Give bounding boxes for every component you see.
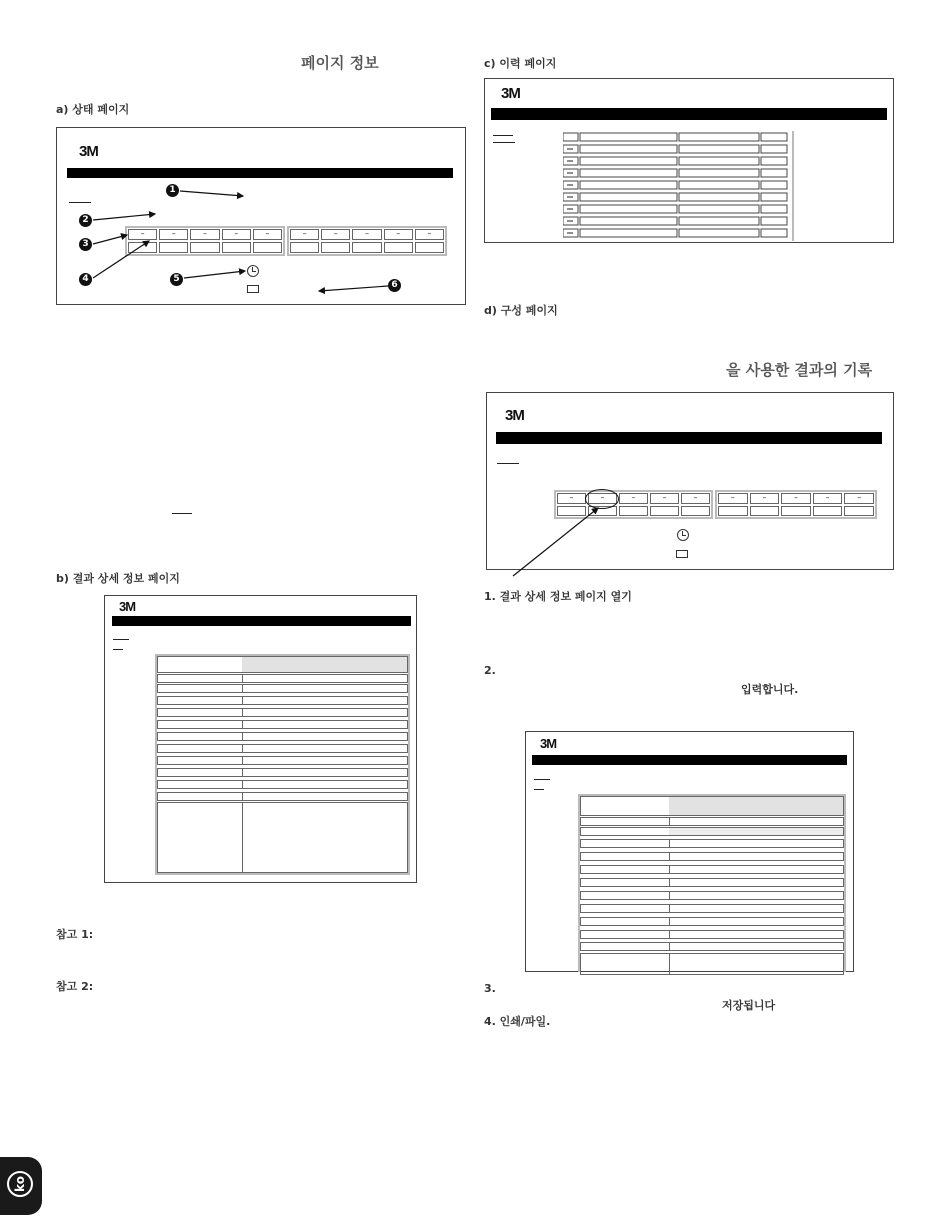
table-row [580,827,844,836]
grid-cell: – [159,229,188,240]
table-row [580,839,844,848]
callout-1: 1 [166,184,179,197]
brand-logo: 3M [540,736,557,751]
grid-cell: – [384,229,413,240]
grid-cell: – [415,229,444,240]
table-row [157,792,408,801]
underline-mark [493,142,515,143]
grid-cell: – [253,229,282,240]
grid-cell: – [352,229,381,240]
config-page-label: d) 구성 페이지 [484,304,558,317]
grid-cell: – [128,229,157,240]
grid-cell: – [190,229,219,240]
step-2-number: 2. [484,664,496,677]
underline-mark [172,513,192,514]
callout-3: 3 [79,238,92,251]
table-row [157,732,408,741]
callout-5: 5 [170,273,183,286]
grid-cell: – [750,493,780,504]
history-page-figure [484,78,894,243]
table-row [580,917,844,926]
table-row [580,817,844,826]
grid-cell [750,506,780,517]
status-page-figure [56,127,466,305]
table-row [580,904,844,913]
language-badge: ko [7,1171,33,1197]
grid-cell: – [557,493,586,504]
detail-table [155,654,410,875]
grid-cell [681,506,710,517]
note-1: 참고 1: [56,928,94,941]
grid-cell [781,506,811,517]
grid-cell: – [844,493,874,504]
table-row [580,878,844,887]
table-row [580,891,844,900]
grid-cell: – [681,493,710,504]
underline-mark [493,135,513,136]
grid-cell: – [813,493,843,504]
brand-logo: 3M [505,407,524,424]
underline-mark [534,789,544,790]
grid-cell: – [321,229,350,240]
title-bar [112,616,411,626]
underline-mark [534,779,550,780]
title-bar [491,108,887,120]
detail-page-label: b) 결과 상세 정보 페이지 [56,572,180,585]
step-1: 1. 결과 상세 정보 페이지 열기 [484,590,632,603]
record-results-heading: 을 사용한 결과의 기록 [726,361,873,379]
table-row [580,942,844,951]
table-row [157,744,408,753]
history-table [563,131,794,241]
brand-logo: 3M [79,143,98,160]
step-4: 4. 인쇄/파일. [484,1015,551,1028]
language-tab [0,1157,42,1215]
table-row [157,696,408,705]
table-row [157,674,408,683]
indicator-box [676,550,688,558]
table-row [580,953,844,975]
grid-cell [844,506,874,517]
callout-arrows [57,128,467,306]
table-row [157,656,408,673]
table-row [580,796,844,816]
grid-cell: – [222,229,251,240]
table-row [157,720,408,729]
grid-cell [813,506,843,517]
note-2: 참고 2: [56,980,94,993]
brand-logo: 3M [501,85,520,102]
title-bar [532,755,847,765]
callout-2: 2 [79,214,92,227]
step-2-text: 입력합니다. [741,683,799,696]
underline-mark [497,463,519,464]
page-info-heading: 페이지 정보 [301,54,379,72]
grid-cell: – [588,493,617,504]
grid-cell: – [718,493,748,504]
table-row [157,756,408,765]
title-bar [496,432,882,444]
underline-mark [113,639,129,640]
detail-page-figure [104,595,417,883]
callout-6: 6 [388,279,401,292]
grid-cell [650,506,679,517]
detail-entry-figure [525,731,854,972]
table-row [580,852,844,861]
history-page-label: c) 이력 페이지 [484,57,557,70]
step-3-text: 저장됩니다 [722,999,776,1012]
table-row [157,708,408,717]
grid-cell: – [290,229,319,240]
pointer-arrow [480,490,620,590]
grid-cell [718,506,748,517]
grid-cell [619,506,648,517]
grid-cell: – [619,493,648,504]
results-grid-right [715,490,877,519]
table-row [580,930,844,939]
table-row [580,865,844,874]
underline-mark [113,649,123,650]
grid-cell: – [650,493,679,504]
history-rows [563,131,792,241]
table-row [157,684,408,693]
table-row [157,768,408,777]
clock-icon [677,529,689,541]
table-row [157,780,408,789]
table-row [157,802,408,873]
step-3-number: 3. [484,982,496,995]
detail-table [578,794,846,972]
brand-logo: 3M [119,599,136,614]
grid-cell: – [781,493,811,504]
status-page-label: a) 상태 페이지 [56,103,130,116]
callout-4: 4 [79,273,92,286]
